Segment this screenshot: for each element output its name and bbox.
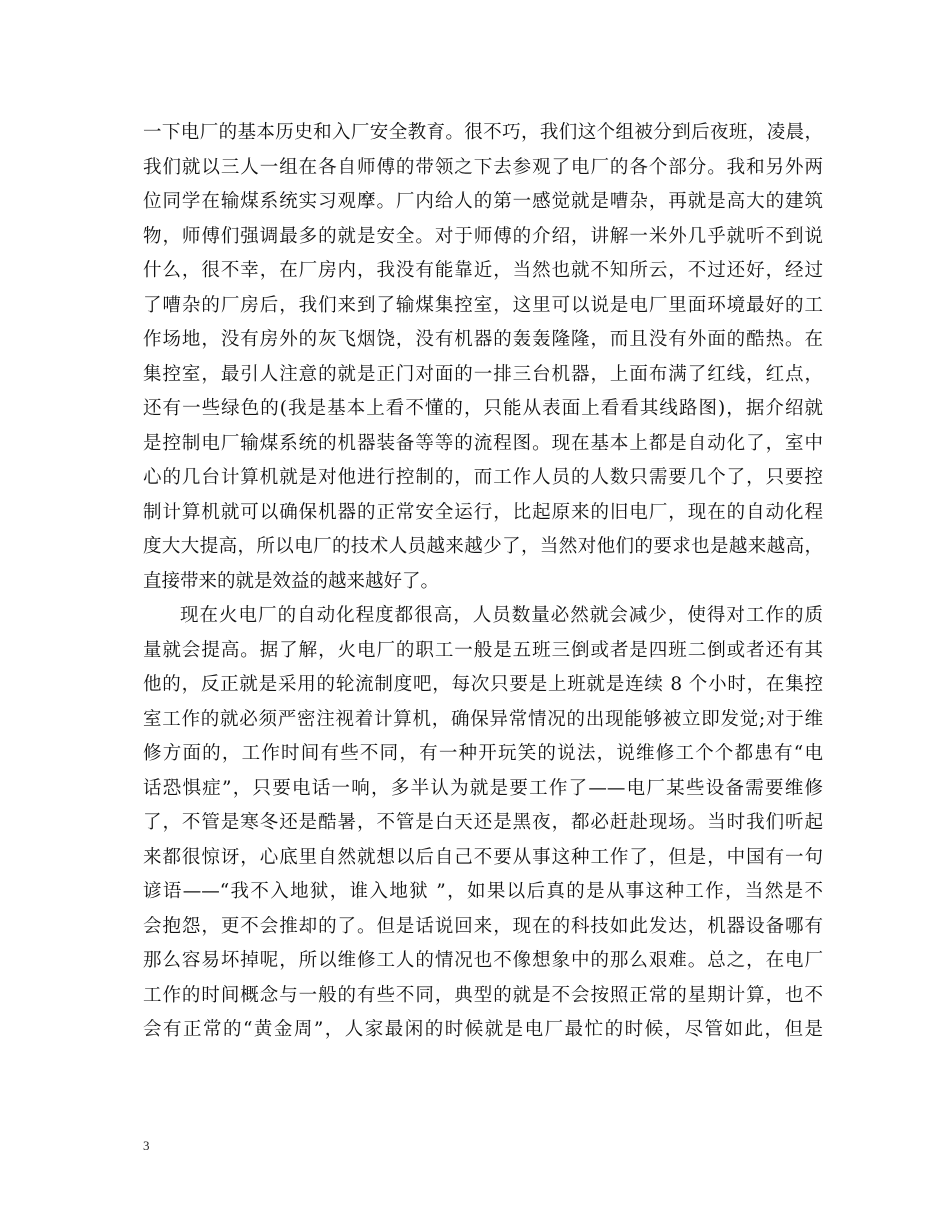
- paragraph-line: 位同学在输煤系统实习观摩。厂内给人的第一感觉就是嘈杂，再就是高大的建筑: [143, 191, 823, 212]
- paragraph-2: [143, 599, 823, 1048]
- paragraph-line: 了嘈杂的厂房后，我们来到了输煤集控室，这里可以说是电厂里面环境最好的工: [143, 294, 823, 316]
- paragraph-1: [143, 116, 823, 599]
- paragraph-line: 那么容易坏掉呢，所以维修工人的情况也不像想象中的那么艰难。总之，在电厂: [143, 950, 823, 971]
- paragraph-line: 还有一些绿色的(我是基本上看不懂的，只能从表面上看看其线路图)，据介绍就: [143, 398, 823, 419]
- paragraph-line: 会有正常的“黄金周”，人家最闲的时候就是电厂最忙的时候，尽管如此，但是: [143, 1019, 823, 1040]
- paragraph-line: 来都很惊讶，心底里自然就想以后自己不要从事这种工作了，但是，中国有一句: [143, 846, 823, 868]
- paragraph-line: 作场地，没有房外的灰飞烟饶，没有机器的轰轰隆隆，而且没有外面的酷热。在: [143, 329, 823, 350]
- paragraph-line: 工作的时间概念与一般的有些不同，典型的就是不会按照正常的星期计算，也不: [143, 984, 823, 1006]
- paragraph-line: 我们就以三人一组在各自师傅的带领之下去参观了电厂的各个部分。我和另外两: [143, 156, 823, 178]
- paragraph-line: 度大大提高，所以电厂的技术人员越来越少了，当然对他们的要求也是越来越高，: [143, 536, 823, 557]
- paragraph-line: 修方面的，工作时间有些不同，有一种开玩笑的说法，说维修工个个都患有“电: [143, 743, 823, 764]
- paragraph-line: 话恐惧症”，只要电话一响，多半认为就是要工作了——电厂某些设备需要维修: [143, 777, 823, 799]
- page-number: 3: [143, 1138, 150, 1153]
- paragraph-line: 直接带来的就是效益的越来越好了。: [143, 570, 440, 592]
- paragraph-line: 量就会提高。据了解，火电厂的职工一般是五班三倒或者是四班二倒或者还有其: [143, 639, 823, 661]
- paragraph-line: 现在火电厂的自动化程度都很高，人员数量必然就会减少，使得对工作的质: [180, 605, 823, 626]
- paragraph-line: 心的几台计算机就是对他进行控制的，而工作人员的人数只需要几个了，只要控: [143, 467, 823, 488]
- paragraph-line: 集控室，最引人注意的就是正门对面的一排三台机器，上面布满了红线，红点，: [143, 363, 823, 385]
- document-body: [143, 116, 823, 1048]
- paragraph-line: 制计算机就可以确保机器的正常安全运行，比起原来的旧电厂，现在的自动化程: [143, 501, 823, 523]
- paragraph-line: 谚语——“我不入地狱，谁入地狱 ”，如果以后真的是从事这种工作，当然是不: [143, 881, 823, 902]
- paragraph-line: 会抱怨，更不会推却的了。但是话说回来，现在的科技如此发达，机器设备哪有: [143, 915, 823, 937]
- paragraph-line: 什么，很不幸，在厂房内，我没有能靠近，当然也就不知所云，不过还好，经过: [143, 260, 823, 281]
- paragraph-line: 室工作的就必须严密注视着计算机，确保异常情况的出现能够被立即发觉;对于维: [143, 708, 823, 730]
- paragraph-line: 他的，反正就是采用的轮流制度吧，每次只要是上班就是连续 8 个小时，在集控: [143, 674, 823, 695]
- paragraph-line: 是控制电厂输煤系统的机器装备等等的流程图。现在基本上都是自动化了，室中: [143, 432, 823, 454]
- paragraph-line: 了，不管是寒冬还是酷暑，不管是白天还是黑夜，都必赶赴现场。当时我们听起: [143, 812, 823, 833]
- paragraph-line: 一下电厂的基本历史和入厂安全教育。很不巧，我们这个组被分到后夜班，凌晨，: [143, 122, 823, 143]
- paragraph-line: 物，师傅们强调最多的就是安全。对于师傅的介绍，讲解一米外几乎就听不到说: [143, 225, 823, 247]
